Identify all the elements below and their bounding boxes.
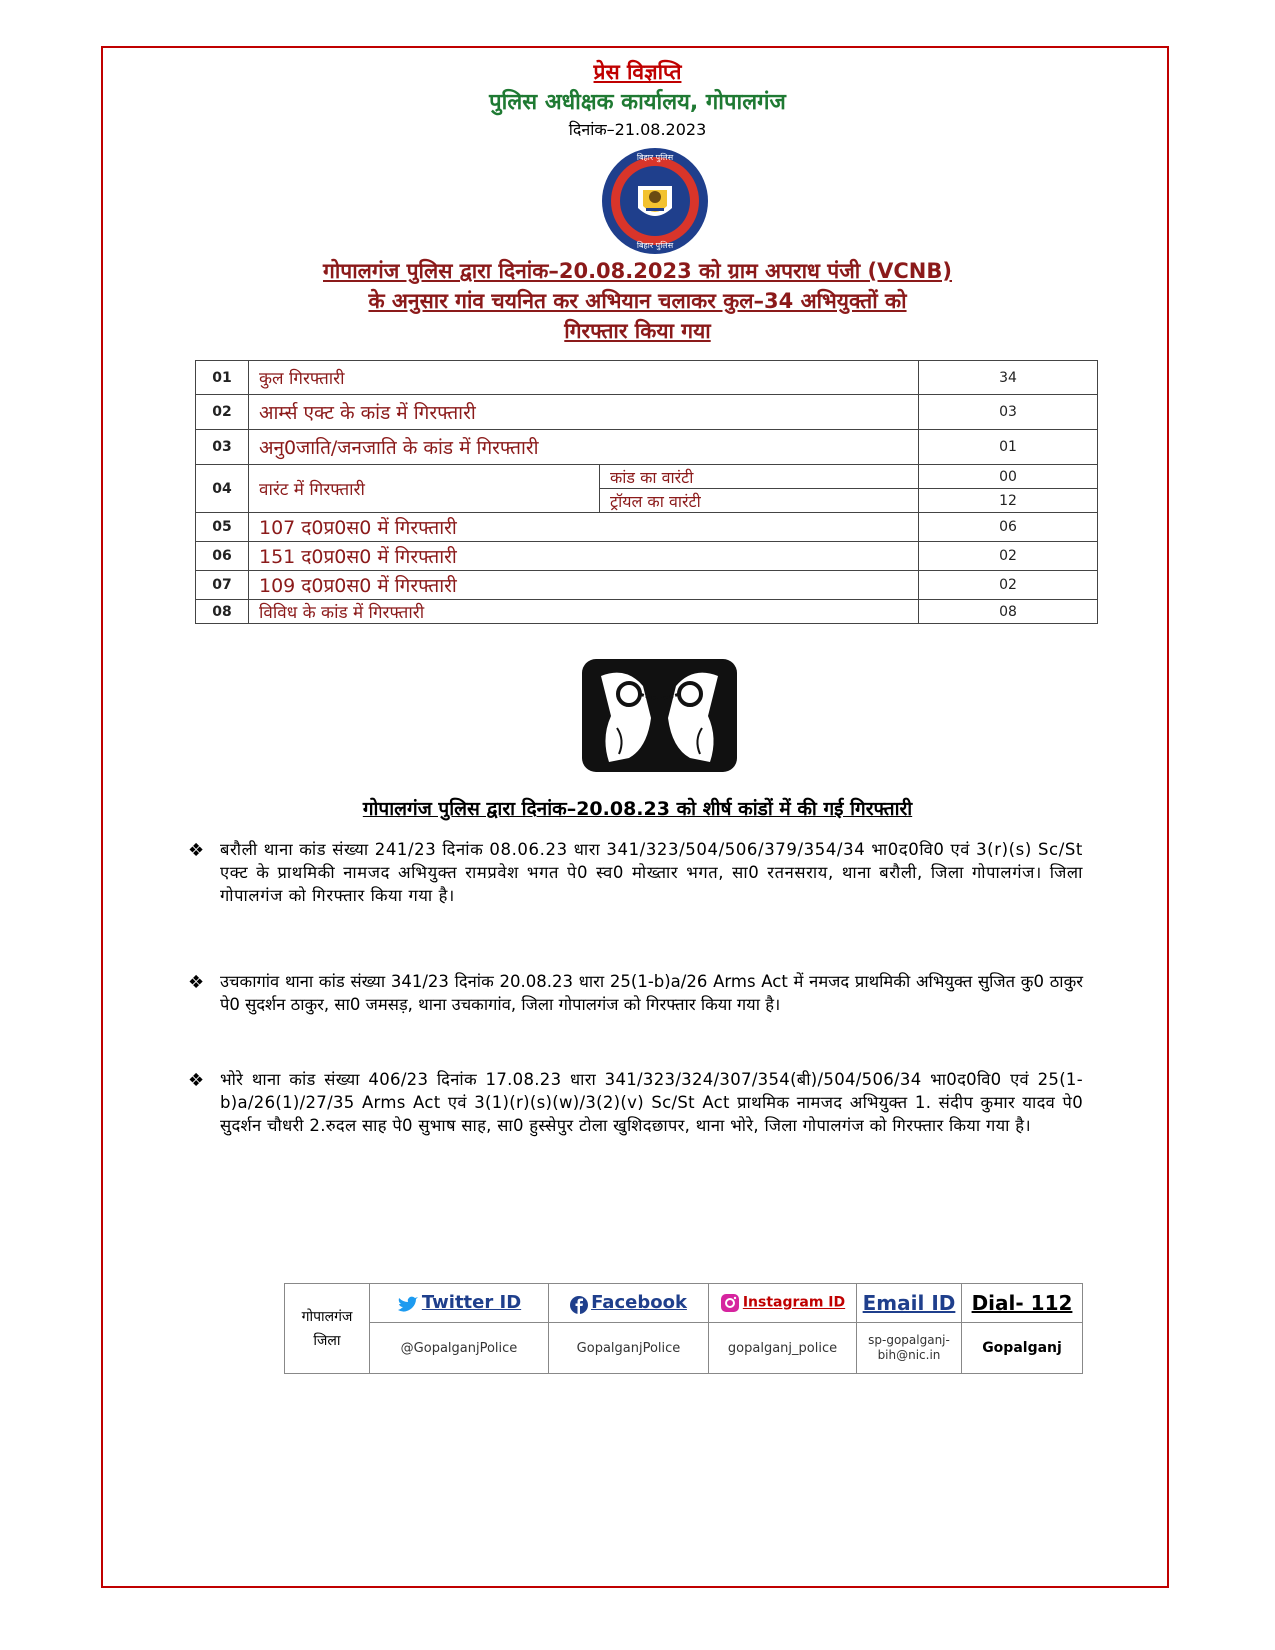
row-number: 04	[196, 465, 249, 513]
instagram-icon	[720, 1293, 740, 1313]
logo-text-bottom: बिहार पुलिस	[636, 241, 674, 250]
row-value: 02	[919, 542, 1098, 571]
row-value: 08	[919, 600, 1098, 624]
headline-line-1: गोपालगंज पुलिस द्वारा दिनांक–20.08.2023 को ग्राम अपराध पंजी (VCNB)	[323, 259, 952, 283]
contact-table	[284, 1283, 1083, 1374]
section-heading: गोपालगंज पुलिस द्वारा दिनांक–20.08.23 को शीर्ष कांडों में की गई गिरफ्तारी	[362, 798, 913, 820]
facebook-header	[549, 1284, 709, 1323]
contact-value-row	[285, 1323, 1083, 1374]
email-address-2: bih@nic.in	[877, 1348, 941, 1362]
press-release-title: प्रेस विज्ञप्ति	[593, 60, 682, 84]
headline-line-3: गिरफ्तार किया गया	[564, 319, 711, 343]
table-row	[196, 395, 1098, 430]
district-label-1: गोपालगंज	[301, 1308, 353, 1325]
row-label: 151 द0प्र0स0 में गिरफ्तारी	[249, 542, 919, 571]
list-item	[188, 1068, 1083, 1137]
headline	[270, 256, 1005, 346]
facebook-handle: GopalganjPolice	[549, 1323, 709, 1374]
table-row	[196, 465, 1098, 489]
logo-text-top: बिहार पुलिस	[636, 153, 674, 162]
row-value: 34	[919, 361, 1098, 395]
list-item	[188, 838, 1083, 907]
row-label: अनु0जाति/जनजाति के कांड में गिरफ्तारी	[249, 430, 919, 465]
instagram-handle: gopalganj_police	[709, 1323, 857, 1374]
bihar-police-logo	[596, 146, 714, 256]
bullet-diamond-icon: ❖	[188, 1070, 205, 1091]
row-value: 02	[919, 571, 1098, 600]
twitter-handle: @GopalganjPolice	[370, 1323, 549, 1374]
bullet-text: बरौली थाना कांड संख्या 241/23 दिनांक 08.06.23 धारा 341/323/504/506/379/354/34 भा0द0वि0 एवं 3(r)(s) Sc/St एक्ट के प्राथमिकी नामजद अभियुक्त रामप्रवेश भगत पे0 स्व0 मोख्तार भगत, सा0 रतनसराय, थाना बरौली, जिला गोपालगंज। जिला गोपालगंज को गिरफ्तार किया गया है।	[220, 840, 1083, 905]
table-row	[196, 513, 1098, 542]
row-label: कुल गिरफ्तारी	[249, 361, 919, 395]
bullet-diamond-icon: ❖	[188, 840, 205, 861]
handcuffs-icon	[581, 658, 738, 773]
twitter-bird-icon	[397, 1296, 419, 1314]
email-address-cell	[857, 1323, 962, 1374]
row-value: 01	[919, 430, 1098, 465]
warrant-sub-label: कांड का वारंटी	[600, 465, 919, 489]
row-label: वारंट में गिरफ्तारी	[249, 465, 600, 513]
row-number: 01	[196, 361, 249, 395]
bullet-text: भोरे थाना कांड संख्या 406/23 दिनांक 17.08.23 धारा 341/323/324/307/354(बी)/504/506/34 भा0द0वि0 एवं 25(1-b)a/26(1)/27/35 Arms Act एवं 3(1)(r)(s)(w)/3(2)(v) Sc/St Act प्राथमिक नामजद अभियुक्त 1. संदीप कुमार यादव पे0 सुदर्शन चौधरी 2.रुदल साह पे0 सुभाष साह, सा0 हुस्सेपुर टोला खुशिदछापर, थाना भोरे, जिला गोपालगंज को गिरफ्तार किया गया है।	[220, 1070, 1083, 1135]
row-value: 00	[919, 465, 1098, 489]
email-address-1: sp-gopalganj-	[868, 1333, 950, 1347]
table-row	[196, 361, 1098, 395]
row-label: आर्म्स एक्ट के कांड में गिरफ्तारी	[249, 395, 919, 430]
table-row	[196, 542, 1098, 571]
facebook-link[interactable]: Facebook	[591, 1292, 687, 1314]
row-value: 12	[919, 489, 1098, 513]
dial-label: Dial- 112	[971, 1291, 1073, 1315]
row-number: 02	[196, 395, 249, 430]
table-row	[196, 430, 1098, 465]
bullet-text: उचकागांव थाना कांड संख्या 341/23 दिनांक 20.08.23 धारा 25(1-b)a/26 Arms Act में नमजद प्राथमिकी अभियुक्त सुजित कु0 ठाकुर पे0 सुदर्शन ठाकुर, सा0 जमसड़, थाना उचकागांव, जिला गोपालगंज को गिरफ्तार किया गया है।	[220, 972, 1083, 1014]
bullet-diamond-icon: ❖	[188, 972, 205, 993]
row-number: 05	[196, 513, 249, 542]
row-number: 03	[196, 430, 249, 465]
row-label: 107 द0प्र0स0 में गिरफ्तारी	[249, 513, 919, 542]
instagram-link[interactable]: Instagram ID	[742, 1294, 846, 1311]
table-row	[196, 571, 1098, 600]
row-number: 06	[196, 542, 249, 571]
email-link[interactable]: Email ID	[862, 1291, 956, 1315]
office-name: पुलिस अधीक्षक कार्यालय, गोपालगंज	[489, 90, 786, 115]
district-cell	[285, 1284, 370, 1374]
row-label: विविध के कांड में गिरफ्तारी	[249, 600, 919, 624]
twitter-link[interactable]: Twitter ID	[421, 1292, 522, 1314]
arrest-stats-table	[195, 360, 1098, 624]
row-number: 08	[196, 600, 249, 624]
dial-value: Gopalganj	[962, 1323, 1083, 1374]
row-number: 07	[196, 571, 249, 600]
contact-header-row	[285, 1284, 1083, 1323]
release-date: दिनांक–21.08.2023	[568, 120, 707, 139]
row-label: 109 द0प्र0स0 में गिरफ्तारी	[249, 571, 919, 600]
facebook-icon	[570, 1296, 588, 1314]
district-label-2: जिला	[313, 1332, 341, 1349]
dial-header	[962, 1284, 1083, 1323]
headline-line-2: के अनुसार गांव चयनित कर अभियान चलाकर कुल–34 अभियुक्तों को	[368, 289, 907, 313]
row-value: 06	[919, 513, 1098, 542]
instagram-header	[709, 1284, 857, 1323]
list-item	[188, 970, 1083, 1016]
twitter-header	[370, 1284, 549, 1323]
row-value: 03	[919, 395, 1098, 430]
table-row	[196, 600, 1098, 624]
email-header	[857, 1284, 962, 1323]
warrant-sub-label: ट्रॉयल का वारंटी	[600, 489, 919, 513]
